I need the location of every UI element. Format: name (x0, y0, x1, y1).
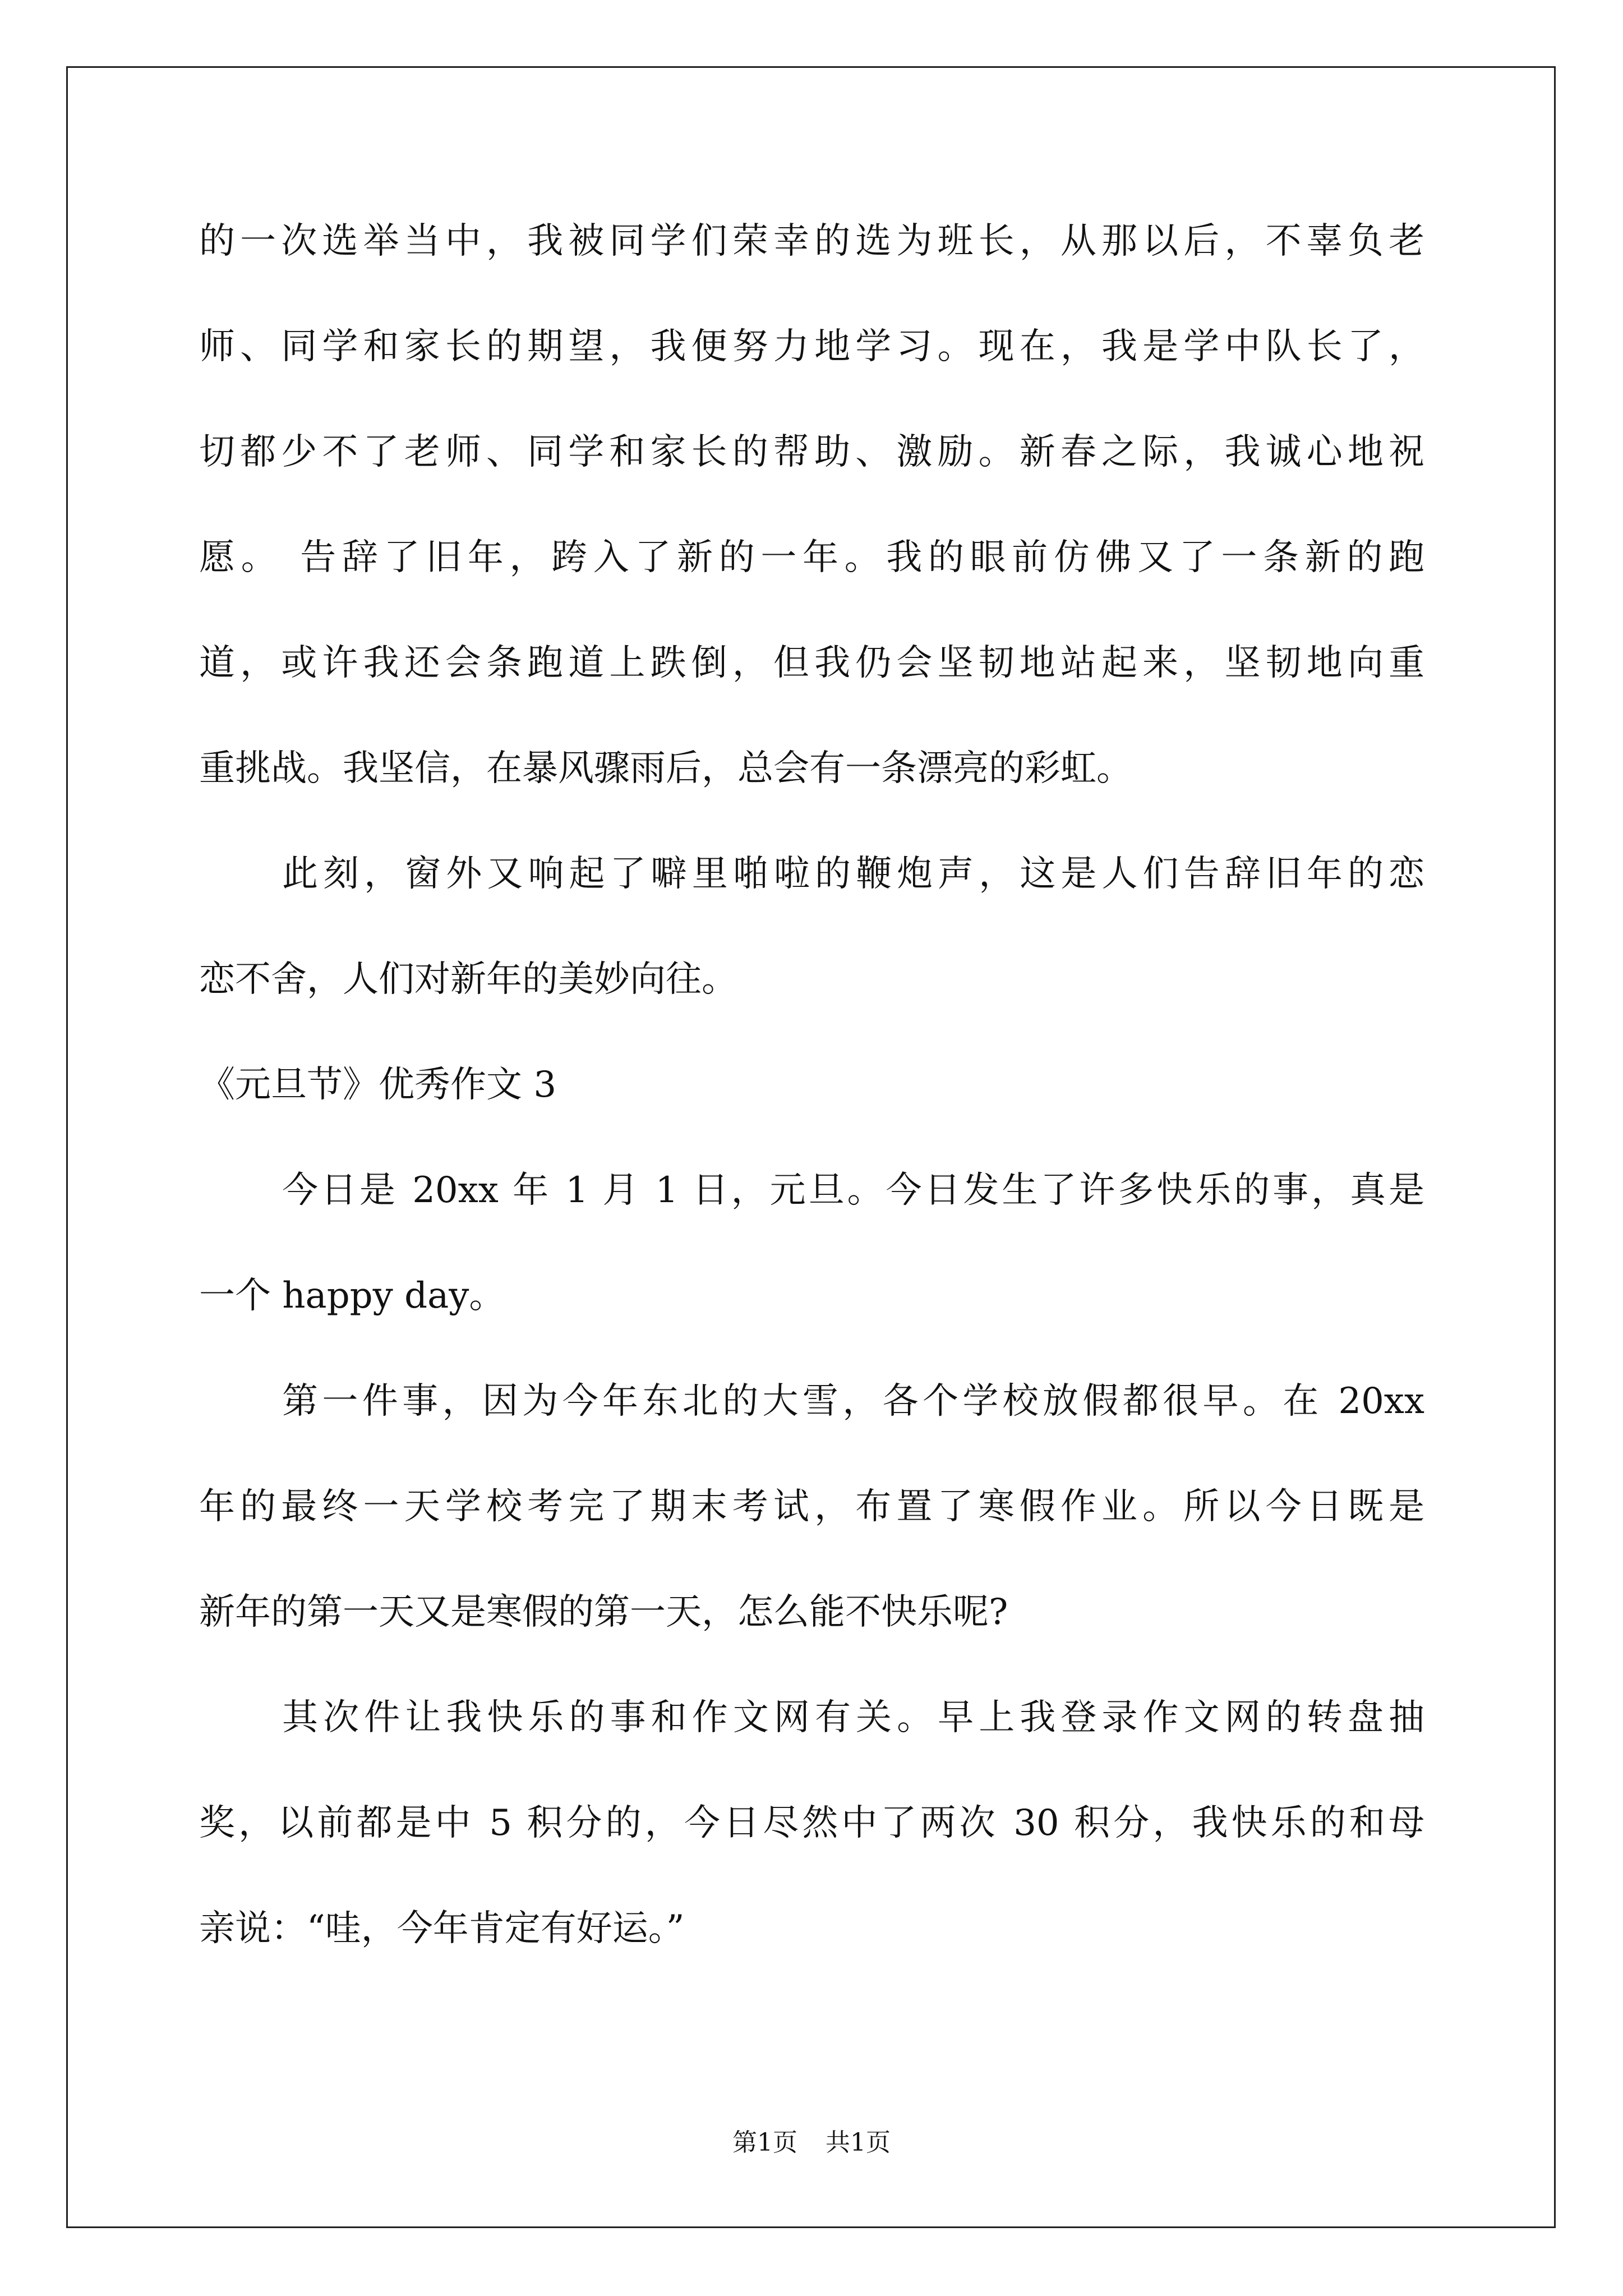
text-line: 年的最终一天学校考完了期末考试，布置了寒假作业。所以今日既是 (199, 1486, 1424, 1527)
text-line: 恋不舍，人们对新年的美妙向往。 (199, 959, 737, 1000)
text-line: 亲说：“哇，今年肯定有好运。” (199, 1908, 685, 1949)
page-footer (0, 2126, 1623, 2160)
text-line: 重挑战。我坚信，在暴风骤雨后，总会有一条漂亮的彩虹。 (199, 748, 1132, 789)
page-number: 第1页 (732, 2128, 797, 2157)
text-line: 此刻，窗外又响起了噼里啪啦的鞭炮声，这是人们告辞旧年的恋 (282, 853, 1424, 895)
text-line: 今日是 20xx 年 1 月 1 日，元旦。今日发生了许多快乐的事，真是 (282, 1170, 1424, 1211)
text-line: 新年的第一天又是寒假的第一天，怎么能不快乐呢? (199, 1591, 1008, 1633)
page-total: 共1页 (826, 2128, 891, 2157)
text-line: 师、同学和家长的期望，我便努力地学习。现在，我是学中队长了， (199, 326, 1424, 367)
text-line: 道，或许我还会条跑道上跌倒，但我仍会坚韧地站起来，坚韧地向重 (199, 642, 1424, 684)
text-line: 一个 happy day。 (199, 1275, 505, 1317)
text-line: 愿。 告辞了旧年，跨入了新的一年。我的眼前仿佛又了一条新的跑 (199, 537, 1424, 578)
text-line: 奖，以前都是中 5 积分的，今日尽然中了两次 30 积分，我快乐的和母 (199, 1802, 1424, 1844)
text-line: 切都少不了老师、同学和家长的帮助、激励。新春之际，我诚心地祝 (199, 431, 1424, 473)
section-heading: 《元旦节》优秀作文 3 (199, 1064, 557, 1106)
text-line: 的一次选举当中，我被同学们荣幸的选为班长，从那以后，不辜负老 (199, 220, 1424, 262)
text-line: 其次件让我快乐的事和作文网有关。早上我登录作文网的转盘抽 (282, 1697, 1424, 1738)
text-line: 第一件事，因为今年东北的大雪，各个学校放假都很早。在 20xx (282, 1381, 1424, 1422)
